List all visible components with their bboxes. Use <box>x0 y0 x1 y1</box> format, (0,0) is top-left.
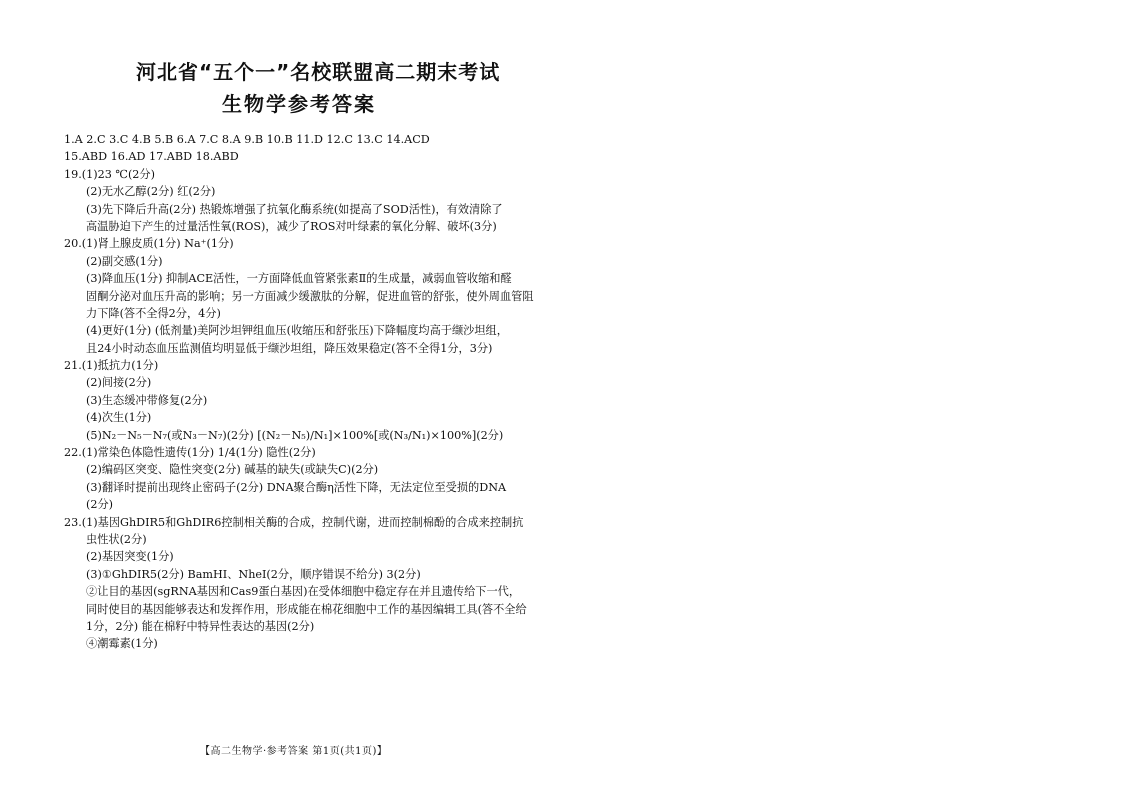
answer-line: 同时使目的基因能够表达和发挥作用，形成能在棉花细胞中工作的基因编辑工具(答不全给 <box>86 602 527 616</box>
answer-subtitle: 生物学参考答案 <box>222 92 376 116</box>
answer-line: (2)间接(2分) <box>86 376 152 390</box>
answer-line: 20.(1)肾上腺皮质(1分) Na⁺(1分) <box>64 237 234 251</box>
answer-line: 1.A 2.C 3.C 4.B 5.B 6.A 7.C 8.A 9.B 10.B 11.D 12.C 13.C 14.ACD <box>64 133 430 146</box>
answer-line: 22.(1)常染色体隐性遗传(1分) 1/4(1分) 隐性(2分) <box>64 446 316 460</box>
answer-line: 19.(1)23 ℃(2分) <box>64 167 155 181</box>
answer-line: (4)更好(1分) (低剂量)美阿沙坦钾组血压(收缩压和舒张压)下降幅度均高于缬沙坦组， <box>86 324 508 338</box>
answer-line: ②让目的基因(sgRNA基因和Cas9蛋白基因)在受体细胞中稳定存在并且遗传给下一代， <box>86 585 521 599</box>
answer-line: ④潮霉素(1分) <box>86 637 158 651</box>
answer-line: (3)降血压(1分) 抑制ACE活性，一方面降低血管紧张素Ⅱ的生成量，减弱血管收缩和醛 <box>86 272 512 286</box>
answer-line: (5)N₂－N₅－N₇(或N₃－N₇)(2分) [(N₂－N₅)/N₁]×100%[或(N₃/N₁)×100%](2分) <box>86 428 504 442</box>
answer-line: 固酮分泌对血压升高的影响；另一方面减少缓激肽的分解，促进血管的舒张，使外周血管阻 <box>86 289 534 303</box>
answer-line: (3)先下降后升高(2分) 热锻炼增强了抗氧化酶系统(如提高了SOD活性)，有效清除了 <box>86 202 503 216</box>
answer-line: 力下降(答不全得2分，4分) <box>86 306 221 320</box>
answer-line: 高温胁迫下产生的过量活性氧(ROS)，减少了ROS对叶绿素的氧化分解、破坏(3分) <box>86 219 497 233</box>
answer-line: (2)编码区突变、隐性突变(2分) 碱基的缺失(或缺失C)(2分) <box>86 463 379 477</box>
answer-body <box>64 131 548 653</box>
answer-line: 虫性状(2分) <box>86 532 147 546</box>
answer-line: (2)副交感(1分) <box>86 254 163 268</box>
page-footer: 【高二生物学·参考答案 第1页(共1页)】 <box>200 746 388 757</box>
answer-line: 21.(1)抵抗力(1分) <box>64 359 159 373</box>
answer-line: (3)生态缓冲带修复(2分) <box>86 393 208 407</box>
answer-line: (2)基因突变(1分) <box>86 550 174 564</box>
answer-line: (4)次生(1分) <box>86 411 152 425</box>
answer-line: 1分，2分) 能在棉籽中特异性表达的基因(2分) <box>86 619 315 633</box>
answer-line: 23.(1)基因GhDIR5和GhDIR6控制相关酶的合成，控制代谢，进而控制棉酚的合成来控制抗 <box>64 515 524 529</box>
answer-line: (3)①GhDIR5(2分) BamHⅠ、NheⅠ(2分，顺序错误不给分) 3(2分) <box>86 567 421 581</box>
answer-line: (3)翻译时提前出现终止密码子(2分) DNA聚合酶η活性下降，无法定位至受损的DNA <box>86 480 507 494</box>
answer-line: (2分) <box>86 498 114 512</box>
answer-line: 且24小时动态血压监测值均明显低于缬沙坦组，降压效果稳定(答不全得1分，3分) <box>86 341 493 355</box>
answer-line: (2)无水乙醇(2分) 红(2分) <box>86 185 216 199</box>
exam-title: 河北省“五个一”名校联盟高二期末考试 <box>136 60 501 84</box>
answer-line: 15.ABD 16.AD 17.ABD 18.ABD <box>64 150 239 164</box>
